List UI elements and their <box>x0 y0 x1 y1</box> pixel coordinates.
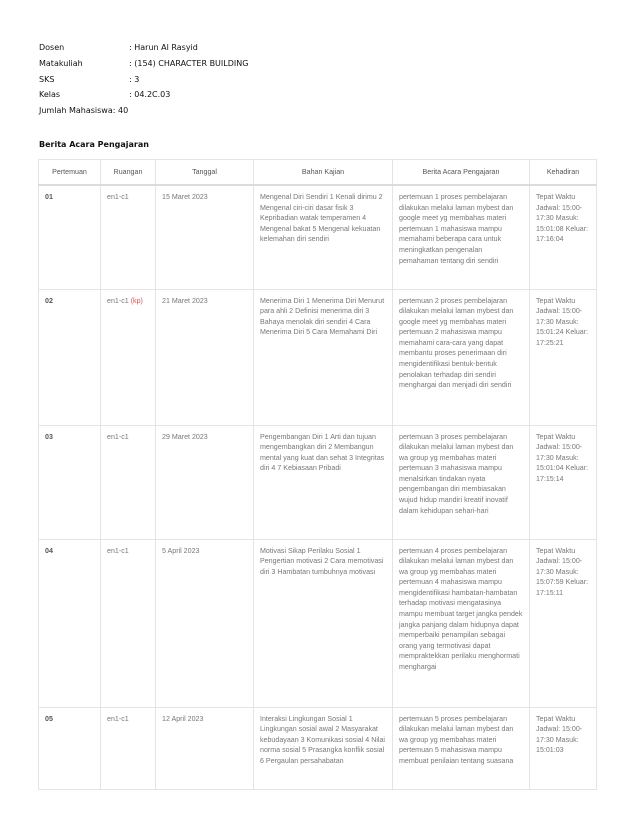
ruangan-cell <box>101 707 156 789</box>
tanggal-cell: 15 Maret 2023 <box>156 185 254 289</box>
dosen-value: : Harun Al Rasyid <box>129 43 198 52</box>
table-row <box>39 425 597 539</box>
pertemuan-cell: 03 <box>39 425 101 539</box>
kehadiran-cell: Tepat Waktu Jadwal: 15:00-17:30 Masuk: 15:01:04 Keluar: 17:15:14 <box>530 425 597 539</box>
jumlah-label: Jumlah Mahasiswa <box>39 106 113 116</box>
info-row-matakuliah <box>39 56 248 72</box>
table-row <box>39 707 597 789</box>
berita-acara-cell: pertemuan 5 proses pembelajaran dilakukan melalui laman mybest dan wa group yg membahas materi pertemuan 5 mahasiswa mampu membuat penilaian tentang suasana <box>393 707 530 789</box>
matakuliah-label: Matakuliah <box>39 58 83 68</box>
bahan-kajian-cell: Pengembangan Diri 1 Arti dan tujuan mengembangkan diri 2 Membangun mental yang kuat dan sehat 3 Integritas diri 4 7 Kebiasaan Pribadi <box>254 425 393 539</box>
course-info <box>39 40 248 119</box>
info-row-kelas <box>39 87 248 103</box>
col-header-kehadiran: Kehadiran <box>530 160 597 186</box>
pertemuan-cell: 05 <box>39 707 101 789</box>
ruangan-cell <box>101 425 156 539</box>
table-row <box>39 539 597 707</box>
kelas-value: : 04.2C.03 <box>129 90 171 100</box>
matakuliah-value: : (154) CHARACTER BUILDING <box>129 58 249 68</box>
teaching-record-table <box>38 159 597 790</box>
pertemuan-cell: 04 <box>39 539 101 707</box>
bahan-kajian-cell: Interaksi Lingkungan Sosial 1 Lingkungan sosial awal 2 Masyarakat kebudayaan 3 Komunikasi sosial 4 Nilai norma sosial 5 Prasangka konflik sosial 6 Pergaulan persahabatan <box>254 707 393 789</box>
info-row-sks <box>39 72 248 88</box>
section-title: Berita Acara Pengajaran <box>39 140 149 149</box>
ruangan-value: en1-c1 <box>107 296 129 305</box>
bahan-kajian-cell: Motivasi Sikap Perilaku Sosial 1 Pengertian motivasi 2 Cara memotivasi diri 3 Hambatan tumbuhnya motivasi <box>254 539 393 707</box>
ruangan-cell <box>101 289 156 425</box>
ruangan-value: en1-c1 <box>107 714 129 723</box>
kp-badge: (kp) <box>130 296 143 305</box>
kehadiran-cell: Tepat Waktu Jadwal: 15:00-17:30 Masuk: 15:07:59 Keluar: 17:15:11 <box>530 539 597 707</box>
sks-value: : 3 <box>129 74 140 84</box>
bahan-kajian-cell: Menerima Diri 1 Menerima Diri Menurut para ahli 2 Definisi menerima diri 3 Bahaya menolak diri sendiri 4 Cara Menerima Diri 5 Cara Memahami Diri <box>254 289 393 425</box>
berita-acara-cell: pertemuan 4 proses pembelajaran dilakukan melalui laman mybest dan wa group yg membahas materi pertemuan 4 mahasiswa mampu mengidentifikasi hambatan-hambatan terhadap motivasi mengatasinya mampu membuat target jangka pendek jangka panjang dalam hidupnya dapat memperbaiki penampilan sebagai orang yang termotivasi dapat mempraktekkan perilaku menghormati menghargai <box>393 539 530 707</box>
tanggal-cell: 21 Maret 2023 <box>156 289 254 425</box>
info-row-dosen <box>39 40 248 56</box>
sks-label: SKS <box>39 74 55 84</box>
col-header-tanggal: Tanggal <box>156 160 254 186</box>
col-header-berita-acara: Berita Acara Pengajaran <box>393 160 530 186</box>
kelas-label: Kelas <box>39 90 61 100</box>
ruangan-value: en1-c1 <box>107 546 129 555</box>
col-header-bahan-kajian: Bahan Kajian <box>254 160 393 186</box>
berita-acara-cell: pertemuan 2 proses pembelajaran dilakukan melalui laman mybest dan google meet yg membahas materi pertemuan 2 mahasiswa mampu memahami cara-cara yang dapat membantu proses penerimaan diri mengidentifikasi bentuk-bentuk penolakan terhadap diri sendiri menghargai dan menjadi diri sendiri <box>393 289 530 425</box>
kehadiran-cell: Tepat Waktu Jadwal: 15:00-17:30 Masuk: 15:01:08 Keluar: 17:16:04 <box>530 185 597 289</box>
col-header-pertemuan: Pertemuan <box>39 160 101 186</box>
kehadiran-cell: Tepat Waktu Jadwal: 15:00-17:30 Masuk: 15:01:24 Keluar: 17:25:21 <box>530 289 597 425</box>
table-header-row <box>39 160 597 186</box>
tanggal-cell: 5 April 2023 <box>156 539 254 707</box>
ruangan-cell <box>101 539 156 707</box>
ruangan-value: en1-c1 <box>107 432 129 441</box>
pertemuan-cell: 02 <box>39 289 101 425</box>
bahan-kajian-cell: Mengenal Diri Sendiri 1 Kenali dirimu 2 Mengenal ciri-ciri dasar fisik 3 Kepribadian watak temperamen 4 Mengenal bakat 5 Mengenal kekuatan kelemahan diri sendiri <box>254 185 393 289</box>
jumlah-value: : 40 <box>112 106 129 116</box>
kehadiran-cell: Tepat Waktu Jadwal: 15:00-17:30 Masuk: 15:01:03 <box>530 707 597 789</box>
ruangan-cell <box>101 185 156 289</box>
tanggal-cell: 12 April 2023 <box>156 707 254 789</box>
berita-acara-cell: pertemuan 3 proses pembelajaran dilakukan melalui laman mybest dan wa group yg membahas materi pertemuan 3 mahasiswa mampu menalsirkan tindakan nyata pengembangan diri membiasakan wujud hidup mandiri kreatif inovatif dalam kehidupan sehari-hari <box>393 425 530 539</box>
tanggal-cell: 29 Maret 2023 <box>156 425 254 539</box>
col-header-ruangan: Ruangan <box>101 160 156 186</box>
ruangan-value: en1-c1 <box>107 193 129 201</box>
berita-acara-cell: pertemuan 1 proses pembelajaran dilakukan melalui laman mybest dan google meet yg membahas materi pertemuan 1 mahasiswa mampu memahami beberapa cara untuk meningkatkan pengenalan pemahaman tentang diri sendiri <box>393 185 530 289</box>
dosen-label: Dosen <box>39 43 65 52</box>
table-row <box>39 185 597 289</box>
table-row <box>39 289 597 425</box>
pertemuan-cell: 01 <box>39 185 101 289</box>
info-row-jumlah <box>39 103 248 119</box>
